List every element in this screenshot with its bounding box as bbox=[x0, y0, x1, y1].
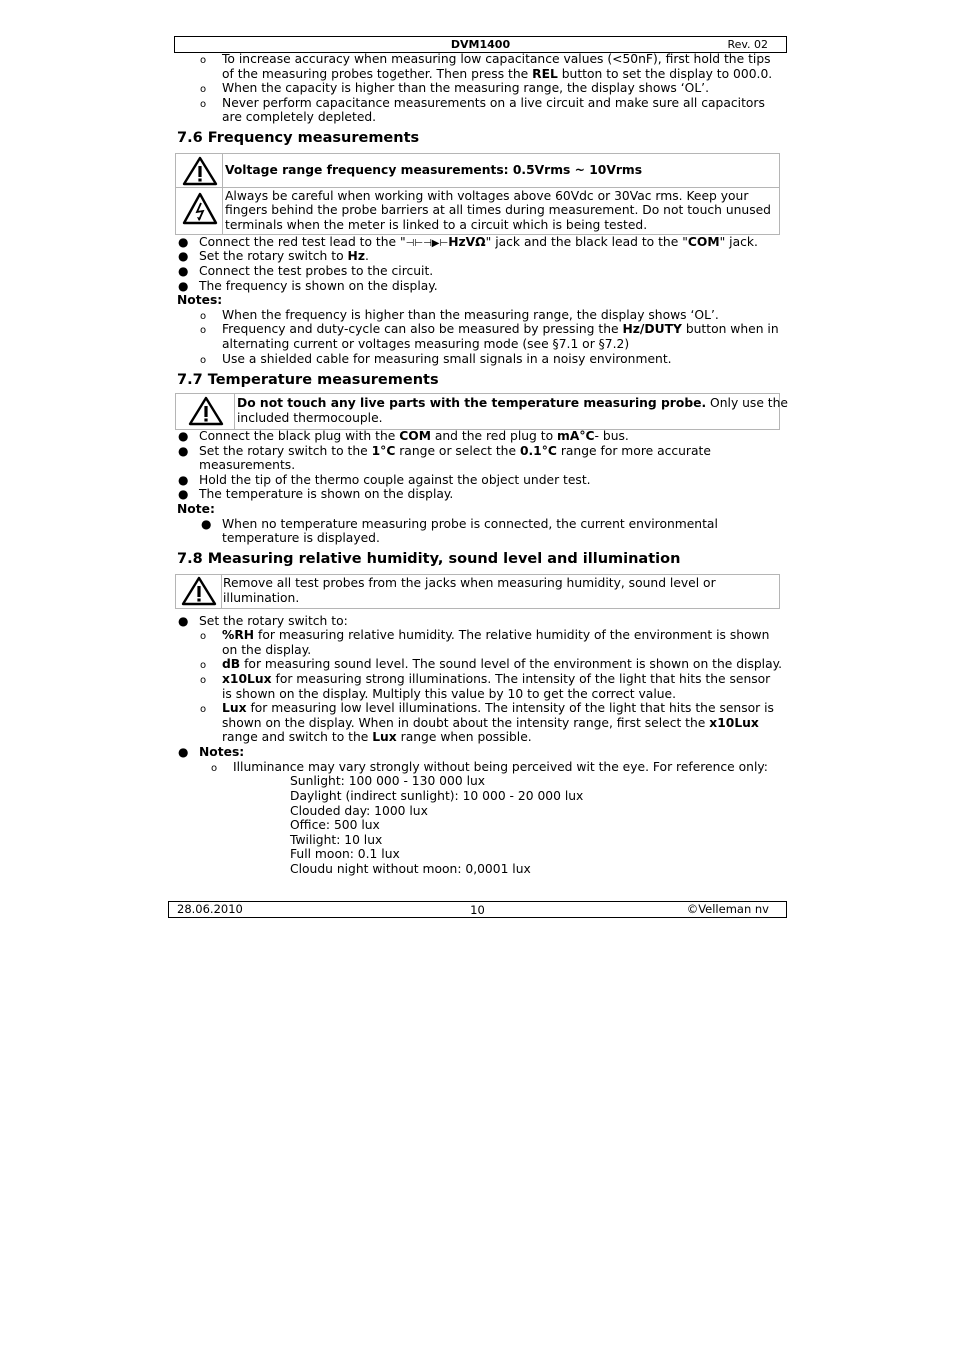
x10lux-line-1: x10Lux for measuring strong illuminations. The intensity of the light that hits the sensor bbox=[222, 672, 771, 686]
bullet: ● bbox=[178, 614, 189, 628]
x10lux-line-2: is shown on the display. Multiply this value by 10 to get the correct value. bbox=[222, 687, 677, 701]
cap-note-3-line-1: Never perform capacitance measurements on a live circuit and make sure all capacitors bbox=[222, 96, 765, 110]
list-marker: o bbox=[200, 704, 207, 715]
lux-line-1: Lux for measuring low level illuminations. The intensity of the light that hits the sensor is bbox=[222, 701, 774, 715]
warning-triangle-icon bbox=[188, 396, 224, 426]
temperature-warning-box bbox=[175, 393, 788, 430]
freq-note-2-line-1: Frequency and duty-cycle can also be measured by pressing the Hz/DUTY button when in bbox=[222, 322, 779, 336]
section-title-frequency: 7.6 Frequency measurements bbox=[177, 130, 420, 146]
cap-note-2: When the capacity is higher than the measuring range, the display shows ‘OL’. bbox=[222, 81, 709, 95]
lux-reference: Twilight: 10 lux bbox=[290, 833, 383, 847]
temp-step-2-line-2: measurements. bbox=[199, 458, 296, 472]
bullet: ● bbox=[178, 249, 189, 263]
humidity-warning-line-2: illumination. bbox=[223, 591, 300, 605]
illuminance-note: Illuminance may vary strongly without being perceived wit the eye. For reference only: bbox=[233, 760, 768, 774]
rh-line-1: %RH for measuring relative humidity. The relative humidity of the environment is shown bbox=[222, 628, 770, 642]
freq-step-4: The frequency is shown on the display. bbox=[199, 279, 438, 293]
bullet: ● bbox=[178, 235, 189, 249]
list-marker: o bbox=[200, 311, 207, 322]
rh-line-2: on the display. bbox=[222, 643, 312, 657]
list-marker: o bbox=[200, 325, 207, 336]
cap-note-3-line-2: are completely depleted. bbox=[222, 110, 377, 124]
hum-step-1: Set the rotary switch to: bbox=[199, 614, 348, 628]
cap-note-1-line-2: of the measuring probes together. Then press the REL button to set the display to 000.0. bbox=[222, 67, 773, 81]
temp-step-2-line-1: Set the rotary switch to the 1°C range or select the 0.1°C range for more accurate bbox=[199, 444, 711, 458]
lux-reference: Full moon: 0.1 lux bbox=[290, 847, 400, 861]
temperature-warning-line-2: included thermocouple. bbox=[237, 411, 383, 425]
lux-reference: Office: 500 lux bbox=[290, 818, 380, 832]
warning-triangle-icon bbox=[182, 156, 218, 186]
list-marker: o bbox=[200, 355, 207, 366]
revision: Rev. 02 bbox=[727, 38, 768, 51]
bullet: ● bbox=[178, 473, 189, 487]
page-footer bbox=[168, 901, 787, 918]
temp-note-line-1: When no temperature measuring probe is connected, the current environmental bbox=[222, 517, 718, 531]
footer-copyright: ©Velleman nv bbox=[686, 902, 769, 916]
section-title-temperature: 7.7 Temperature measurements bbox=[177, 372, 439, 388]
lux-reference: Clouded day: 1000 lux bbox=[290, 804, 428, 818]
electric-shock-icon bbox=[182, 192, 218, 226]
list-marker: o bbox=[200, 660, 207, 671]
lux-reference: Sunlight: 100 000 - 130 000 lux bbox=[290, 774, 486, 788]
frequency-warning-box bbox=[175, 153, 780, 235]
hum-notes-label: Notes: bbox=[199, 745, 245, 759]
db-line: dB for measuring sound level. The sound level of the environment is shown on the display. bbox=[222, 657, 783, 671]
temp-step-4: The temperature is shown on the display. bbox=[199, 487, 454, 501]
section-title-humidity: 7.8 Measuring relative humidity, sound level and illumination bbox=[177, 551, 681, 567]
list-marker: o bbox=[200, 675, 207, 686]
temperature-warning-line-1: Do not touch any live parts with the temperature measuring probe. Only use the bbox=[237, 396, 788, 410]
cap-note-1-line-1: To increase accuracy when measuring low capacitance values (<50nF), first hold the tips bbox=[222, 52, 771, 66]
freq-step-1: Connect the red test lead to the "⊣⊢⊣▶⊢HzVΩ" jack and the black lead to the "COM" jack. bbox=[199, 235, 758, 249]
bullet: ● bbox=[178, 429, 189, 443]
warning-triangle-icon bbox=[181, 576, 217, 606]
page-number: 10 bbox=[470, 903, 485, 917]
humidity-warning-box bbox=[175, 574, 780, 609]
list-marker: o bbox=[200, 84, 207, 95]
lux-line-3: range and switch to the Lux range when possible. bbox=[222, 730, 532, 744]
bullet: ● bbox=[178, 279, 189, 293]
temp-note-line-2: temperature is displayed. bbox=[222, 531, 380, 545]
bullet: ● bbox=[178, 487, 189, 501]
freq-note-3: Use a shielded cable for measuring small signals in a noisy environment. bbox=[222, 352, 672, 366]
frequency-warning-line-2: fingers behind the probe barriers at all times during measurement. Do not touch unused bbox=[225, 203, 771, 217]
temp-step-1: Connect the black plug with the COM and the red plug to mA°C- bus. bbox=[199, 429, 629, 443]
lux-line-2: shown on the display. When in doubt about the intensity range, first select the x10Lux bbox=[222, 716, 759, 730]
temp-note-label: Note: bbox=[177, 502, 215, 516]
capacitor-diode-symbol: ⊣⊢⊣▶⊢ bbox=[405, 238, 449, 249]
bullet: ● bbox=[201, 517, 212, 531]
frequency-warning-line-3: terminals when the meter is linked to a circuit which is being tested. bbox=[225, 218, 648, 232]
page-header bbox=[174, 36, 787, 53]
freq-note-2-line-2: alternating current or voltages measuring mode (see §7.1 or §7.2) bbox=[222, 337, 630, 351]
lux-reference: Daylight (indirect sunlight): 10 000 - 20 000 lux bbox=[290, 789, 584, 803]
humidity-warning-line-1: Remove all test probes from the jacks when measuring humidity, sound level or bbox=[223, 576, 716, 590]
freq-step-2: Set the rotary switch to Hz. bbox=[199, 249, 369, 263]
bullet: ● bbox=[178, 444, 189, 458]
frequency-voltage-range: Voltage range frequency measurements: 0.5Vrms ~ 10Vrms bbox=[225, 163, 643, 177]
list-marker: o bbox=[200, 631, 207, 642]
bullet: ● bbox=[178, 264, 189, 278]
model-name: DVM1400 bbox=[450, 38, 511, 51]
lux-reference: Cloudu night without moon: 0,0001 lux bbox=[290, 862, 531, 876]
footer-date: 28.06.2010 bbox=[177, 902, 243, 916]
freq-step-3: Connect the test probes to the circuit. bbox=[199, 264, 434, 278]
list-marker: o bbox=[200, 99, 207, 110]
list-marker: o bbox=[200, 55, 207, 66]
temp-step-3: Hold the tip of the thermo couple against the object under test. bbox=[199, 473, 591, 487]
freq-note-1: When the frequency is higher than the measuring range, the display shows ‘OL’. bbox=[222, 308, 719, 322]
freq-notes-label: Notes: bbox=[177, 293, 223, 307]
frequency-warning-line-1: Always be careful when working with voltages above 60Vdc or 30Vac rms. Keep your bbox=[225, 189, 749, 203]
list-marker: o bbox=[211, 763, 218, 774]
bullet: ● bbox=[178, 745, 189, 759]
